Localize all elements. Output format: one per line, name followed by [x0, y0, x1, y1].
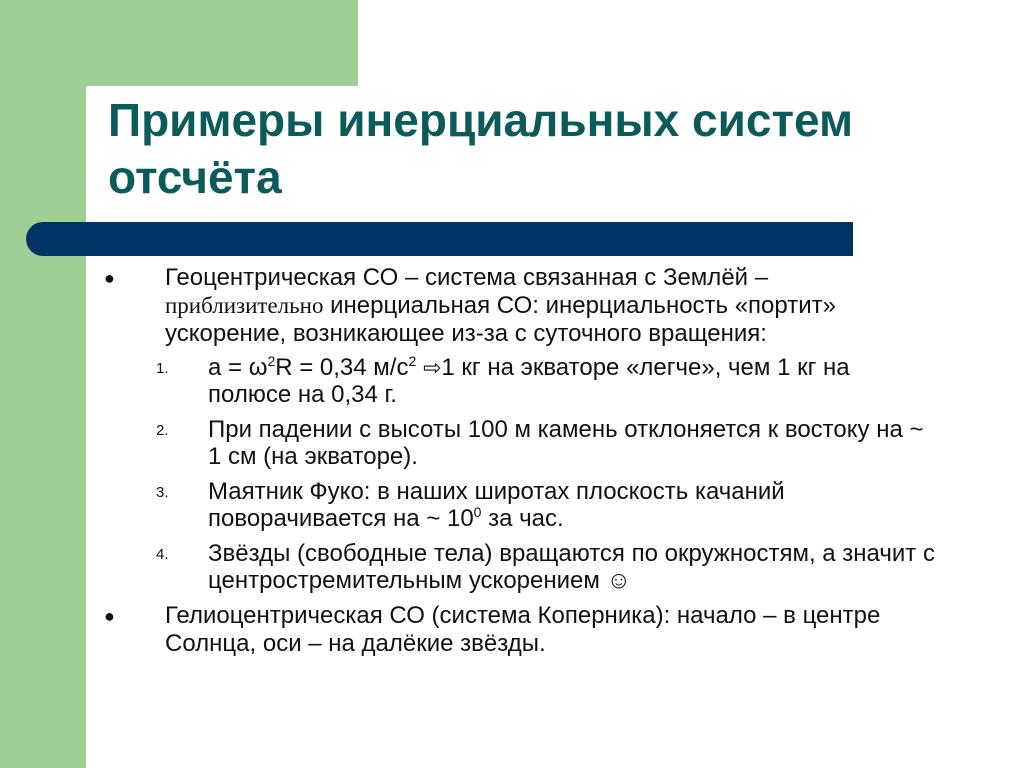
list-item: 4. Звёзды (свободные тела) вращаются по окружностям, а значит с центростремительным ускорением ☺	[156, 540, 935, 594]
list-number: 1.	[156, 360, 169, 377]
bullet-serif-word: приблизительно	[165, 293, 324, 318]
smiley-icon: ☺	[606, 567, 632, 594]
numbered-list	[0, 354, 1024, 594]
bullet-dot-icon: ●	[104, 606, 115, 626]
bullet-text: Гелиоцентрическая СО (система Коперника): начало – в центре Солнца, оси – на далёкие звёзды.	[165, 602, 881, 657]
list-number: 2.	[156, 422, 169, 439]
right-arrow-icon: ⇨	[422, 355, 442, 380]
bullet-geocentric	[0, 264, 925, 348]
list-item: 1. $a = \omega^2R = 0,34$ $м/с^2$ ⇨1 кг на экваторе «легче», чем 1 кг на полюсе на 0,34 г.	[156, 353, 850, 408]
list-number: 4.	[156, 546, 169, 563]
top-green-band	[0, 0, 358, 86]
list-number: 3.	[156, 484, 169, 501]
slide-title: Примеры инерциальных систем отсчёта	[108, 94, 854, 203]
bullet-text: Геоцентрическая СО – система связанная с Землёй –	[165, 264, 769, 291]
list-item: 2. При падении с высоты 100 м камень отклоняется к востоку на ~ 1 см (на экваторе).	[156, 416, 924, 470]
title-underline-bar	[26, 222, 853, 256]
list-item: 3. Маятник Фуко: в наших широтах плоскость качаний поворачивается на ~ $10^0$ за час.	[156, 478, 785, 532]
bullet-dot-icon: ●	[104, 268, 115, 288]
bullet-text-cont: инерциальная СО: инерциальность «портит» ускорение, возникающее из-за с суточного вращения:	[165, 292, 836, 347]
bullet-heliocentric	[0, 602, 925, 658]
slide-content	[0, 264, 1024, 658]
